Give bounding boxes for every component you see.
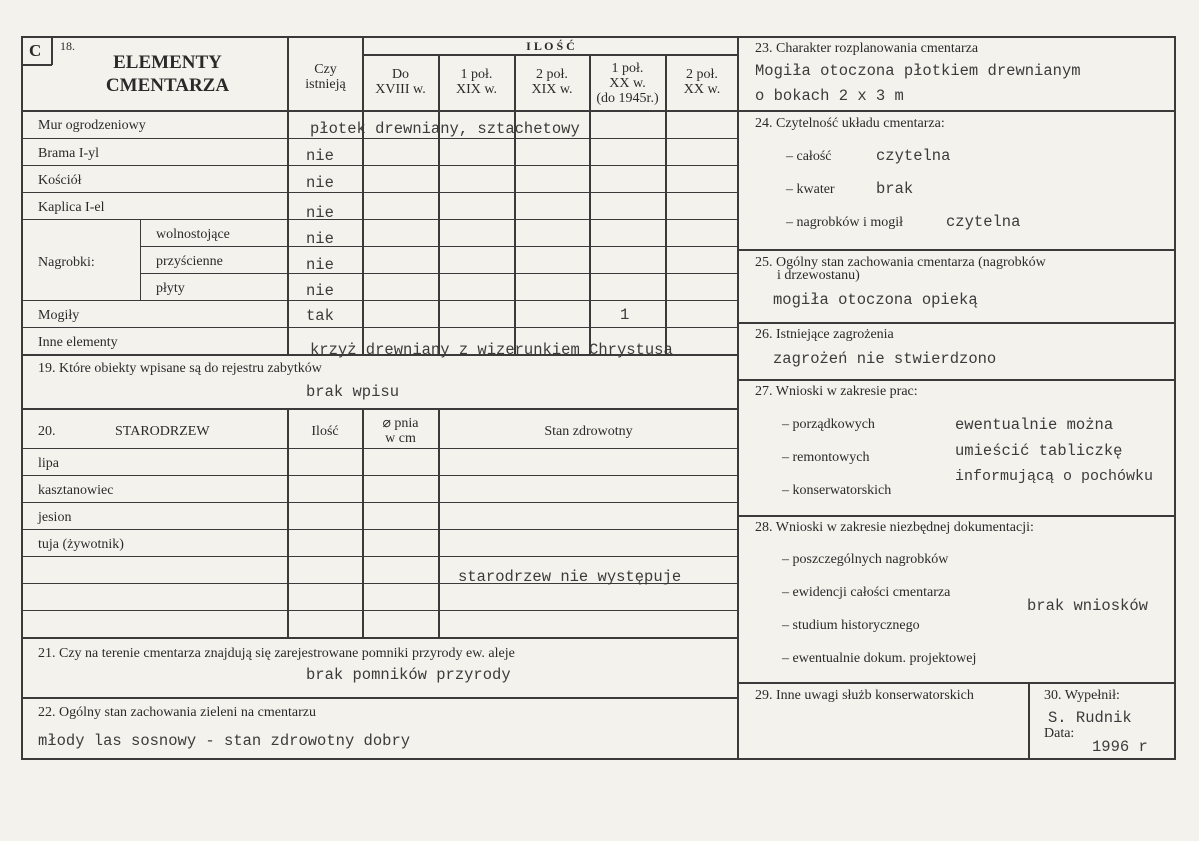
filled-by-name: S. Rudnik <box>1048 709 1132 727</box>
dokumentacja-ewidencji: – ewidencji całości cmentarza <box>782 585 951 600</box>
section-30-label: 30. Wypełnił: <box>1044 688 1120 703</box>
wnioski-remontowych: – remontowych <box>782 450 870 465</box>
table-title-line1: ELEMENTY <box>113 52 222 73</box>
section-27-value-l3: informującą o pochówku <box>955 468 1154 485</box>
czytelnosc-kwater-value: brak <box>876 180 914 198</box>
section-27-value-l1: ewentualnie można <box>955 416 1114 434</box>
section-25-value: mogiła otoczona opieką <box>773 291 978 309</box>
czytelnosc-nagrobkow-value: czytelna <box>946 213 1021 231</box>
col-header-pnia-l1: ⌀ pnia <box>382 416 419 431</box>
dokumentacja-projektowej: – ewentualnie dokum. projektowej <box>782 651 977 666</box>
col-header-1-l1: Do <box>391 67 410 82</box>
section-22-label: 22. Ogólny stan zachowania zieleni na cmentarzu <box>38 705 316 720</box>
row-value-przyscienne: nie <box>306 256 334 274</box>
row-count-mogily: 1 <box>620 306 630 324</box>
tree-jesion: jesion <box>38 510 72 525</box>
frame-bottom <box>21 758 1176 760</box>
section-27-label: 27. Wnioski w zakresie prac: <box>755 384 918 399</box>
row-label-plyty: płyty <box>156 281 185 296</box>
section-22-value: młody las sosnowy - stan zdrowotny dobry <box>38 732 411 750</box>
row-value-kaplica: nie <box>306 204 334 222</box>
czy-header-line2: istnieją <box>305 77 346 92</box>
ilosc-header: I L O Ś Ć <box>526 39 575 53</box>
row-value-plyty: nie <box>306 282 334 300</box>
section-23-line2: o bokach 2 x 3 m <box>755 87 904 105</box>
col-header-4-l2: XX w. <box>609 76 646 91</box>
section-23-label: 23. Charakter rozplanowania cmentarza <box>755 41 979 56</box>
row-value-inne: krzyż drewniany z wizerunkiem Chrystusa <box>310 341 673 359</box>
starodrzew-note: starodrzew nie występuje <box>458 568 682 586</box>
col-header-2-l1: 1 poł. <box>460 67 493 82</box>
col-header-pnia-l2: w cm <box>385 431 416 446</box>
row-value-mur: płotek drewniany, sztachetowy <box>310 120 580 138</box>
row-value-mogily: tak <box>306 307 334 325</box>
section-29-label: 29. Inne uwagi służb konserwatorskich <box>755 688 974 703</box>
row-label-mur: Mur ogrodzeniowy <box>38 118 146 133</box>
czytelnosc-calosc-label: – całość <box>786 149 832 164</box>
row-label-kosciol: Kościół <box>38 173 82 188</box>
row-label-nagrobki: Nagrobki: <box>38 255 95 270</box>
row-label-mogily: Mogiły <box>38 308 80 323</box>
date-label: Data: <box>1044 726 1075 741</box>
tree-tuja: tuja (żywotnik) <box>38 537 124 552</box>
row-label-wolnostojace: wolnostojące <box>156 227 230 242</box>
row-label-przyscienne: przyścienne <box>156 254 223 269</box>
section-23-line1: Mogiła otoczona płotkiem drewnianym <box>755 62 1081 80</box>
row-value-wolnostojace: nie <box>306 230 334 248</box>
col-header-ilosc: Ilość <box>311 424 339 439</box>
section-26-label: 26. Istniejące zagrożenia <box>755 327 894 342</box>
date-value: 1996 r <box>1092 738 1148 756</box>
col-header-4-l3: (do 1945r.) <box>596 91 659 106</box>
czytelnosc-nagrobkow-label: – nagrobków i mogił <box>786 215 904 230</box>
section-21-label: 21. Czy na terenie cmentarza znajdują się zarejestrowane pomniki przyrody ew. aleje <box>38 646 515 661</box>
row-value-kosciol: nie <box>306 174 334 192</box>
wnioski-porzadkowych: – porządkowych <box>782 417 875 432</box>
section-27-value-l2: umieścić tabliczkę <box>955 442 1123 460</box>
col-header-2-l2: XIX w. <box>455 82 498 97</box>
wnioski-konserwatorskich: – konserwatorskich <box>782 483 892 498</box>
tree-kasztanowiec: kasztanowiec <box>38 483 114 498</box>
section-28-label: 28. Wnioski w zakresie niezbędnej dokumentacji: <box>755 520 1034 535</box>
section-number-18: 18. <box>60 39 75 53</box>
section-tag: C <box>29 41 42 60</box>
center-divider <box>737 36 739 760</box>
col-header-4-l1: 1 poł. <box>611 61 644 76</box>
dokumentacja-nagrobkow: – poszczególnych nagrobków <box>782 552 949 567</box>
col-header-3-l2: XIX w. <box>531 82 573 97</box>
row-label-kaplica: Kaplica I-el <box>38 200 105 215</box>
section-24-label: 24. Czytelność układu cmentarza: <box>755 116 945 131</box>
starodrzew-title: STARODRZEW <box>115 424 210 439</box>
tree-lipa: lipa <box>38 456 59 471</box>
table-title-line2: CMENTARZA <box>105 75 230 96</box>
czytelnosc-kwater-label: – kwater <box>786 182 835 197</box>
section-21-value: brak pomników przyrody <box>306 666 511 684</box>
section-19-value: brak wpisu <box>306 383 400 401</box>
section-25-label-l2: i drzewostanu) <box>777 268 860 283</box>
section-28-value: brak wniosków <box>1027 597 1148 615</box>
col-header-1-l2: XVIII w. <box>375 82 426 97</box>
section-20-number: 20. <box>38 424 56 439</box>
col-header-3-l1: 2 poł. <box>536 67 568 82</box>
row-label-inne: Inne elementy <box>38 335 118 350</box>
col-header-5-l2: XX w. <box>683 82 721 97</box>
row-value-brama: nie <box>306 147 334 165</box>
col-header-stan: Stan zdrowotny <box>544 424 633 439</box>
section-19-label: 19. Które obiekty wpisane są do rejestru zabytków <box>38 361 322 376</box>
row-label-brama: Brama I-yl <box>38 146 100 161</box>
czytelnosc-calosc-value: czytelna <box>876 147 951 165</box>
frame-left <box>21 36 23 760</box>
section-26-value: zagrożeń nie stwierdzono <box>773 350 997 368</box>
czy-header-line1: Czy <box>314 62 337 77</box>
dokumentacja-studium: – studium historycznego <box>782 618 920 633</box>
col-header-5-l1: 2 poł. <box>686 67 718 82</box>
frame-right <box>1174 36 1176 760</box>
section-25-label-l1: 25. Ogólny stan zachowania cmentarza (nagrobków <box>755 255 1046 270</box>
